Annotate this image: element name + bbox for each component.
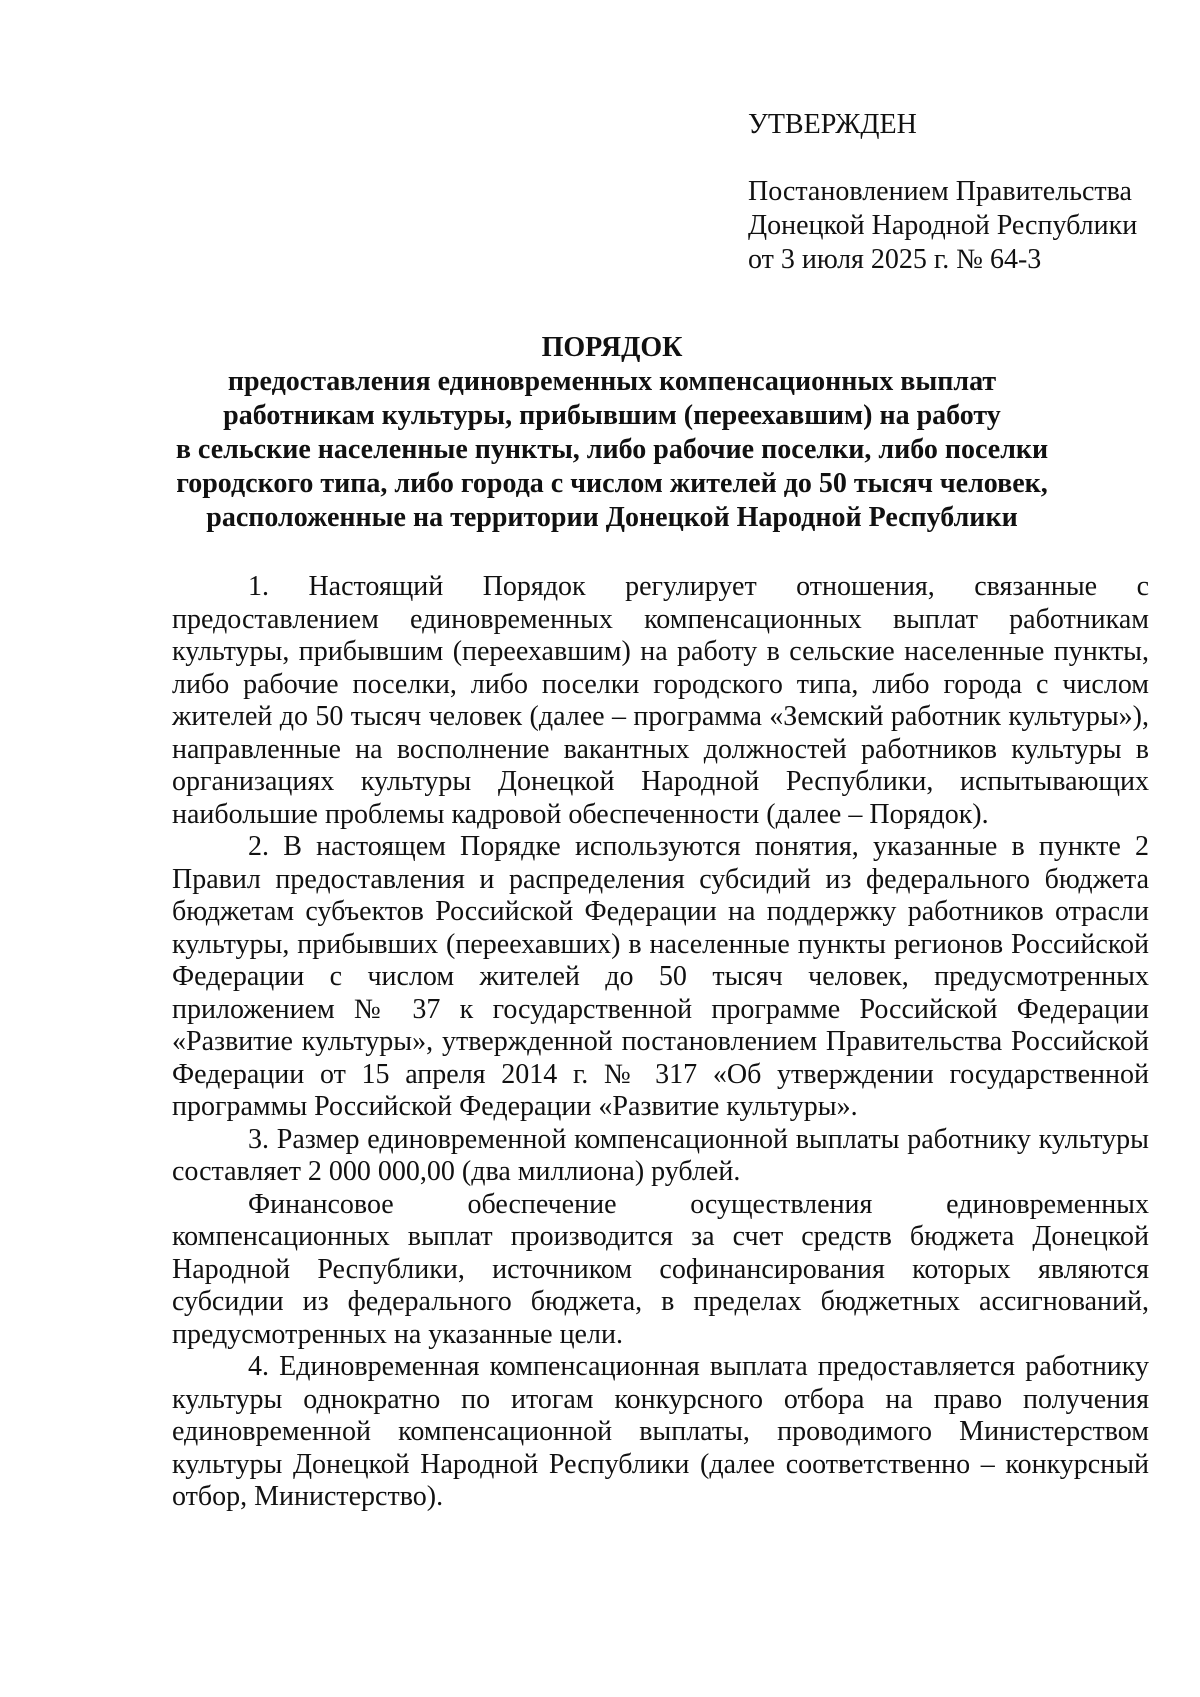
approval-date-line: от 3 июля 2025 г. № 64-3 <box>748 244 1042 275</box>
approval-line: Постановлением Правительства <box>748 176 1132 207</box>
document-title <box>120 331 1104 535</box>
title-line: в сельские населенные пункты, либо рабочие поселки, либо поселки <box>175 434 1049 465</box>
title-line: расположенные на территории Донецкой Народной Республики <box>206 502 1018 533</box>
approval-line: Донецкой Народной Республики <box>748 210 1138 241</box>
paragraph-3-financing: Финансовое обеспечение осуществления единовременных компенсационных выплат производится за счет средств бюджета Донецкой Народной Республики, источником софинансирования которых являются субсидии из федерального бюджета, в пределах бюджетных ассигнований, предусмотренных на указанные цели. <box>172 1188 1149 1350</box>
approval-stamp-text: УТВЕРЖДЕН <box>748 109 917 140</box>
title-heading: ПОРЯДОК <box>541 332 683 363</box>
paragraph-2: 2. В настоящем Порядке используются понятия, указанные в пункте 2 Правил предоставления и распределения субсидий из федерального бюджета бюджетам субъектов Российской Федерации на поддержку работников отрасли культуры, прибывших (переехавших) в населенные пункты регионов Российской Федерации с числом жителей до 50 тысяч человек, предусмотренных приложением № 37 к государственной программе Российской Федерации «Развитие культуры», утвержденной постановлением Правительства Российской Федерации от 15 апреля 2014 г. № 317 «Об утверждении государственной программы Российской Федерации «Развитие культуры». <box>172 831 1149 1122</box>
paragraph-1: 1. Настоящий Порядок регулирует отношения, связанные с предоставлением единовременных компенсационных выплат работникам культуры, прибывшим (переехавшим) на работу в сельские населенные пункты, либо рабочие поселки, либо поселки городского типа, либо города с числом жителей до 50 тысяч человек (далее – программа «Земский работник культуры»), направленные на восполнение вакантных должностей работников культуры в организациях культуры Донецкой Народной Республики, испытывающих наибольшие проблемы кадровой обеспеченности (далее – Порядок). <box>172 571 1149 830</box>
paragraph-4: 4. Единовременная компенсационная выплата предоставляется работнику культуры однократно по итогам конкурсного отбора на право получения единовременной компенсационной выплаты, проводимого Министерством культуры Донецкой Народной Республики (далее соответственно – конкурсный отбор, Министерство). <box>172 1351 1149 1512</box>
approval-block <box>748 108 1137 277</box>
title-line: работникам культуры, прибывшим (переехавшим) на работу <box>223 400 1001 431</box>
document-body <box>172 571 1149 1514</box>
title-line: городского типа, либо города с числом жителей до 50 тысяч человек, <box>176 468 1048 499</box>
title-line: предоставления единовременных компенсационных выплат <box>227 366 997 397</box>
paragraph-3: 3. Размер единовременной компенсационной выплаты работнику культуры составляет 2 000 000,00 (два миллиона) рублей. <box>172 1123 1149 1187</box>
